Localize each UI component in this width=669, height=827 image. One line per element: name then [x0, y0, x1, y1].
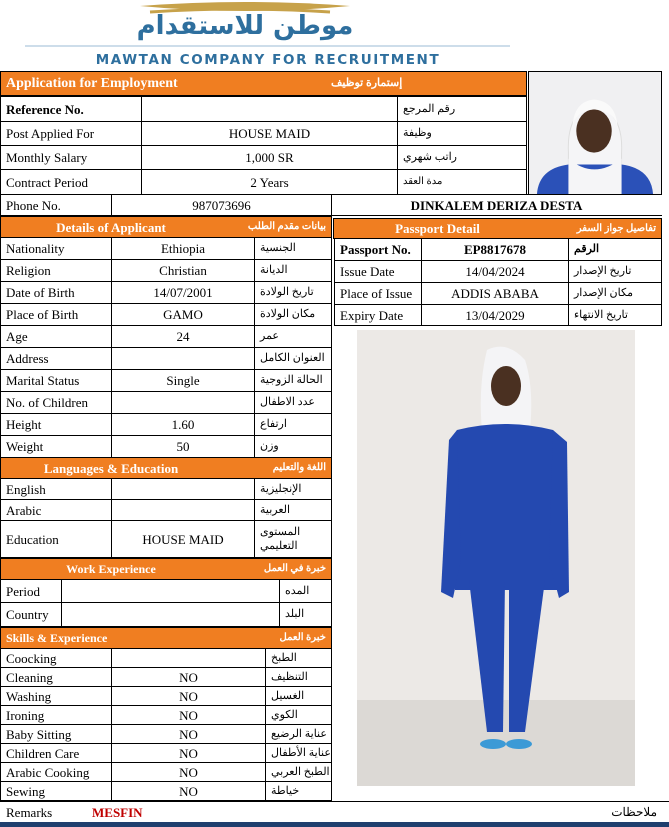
details-label-ar: الديانة: [254, 259, 332, 282]
details-label: Age: [0, 325, 112, 348]
skills-title: Skills & Experience: [6, 631, 108, 645]
passport-title-ar: تفاصيل جواز السفر: [576, 222, 656, 234]
skills-value: NO: [111, 762, 266, 782]
passport-label-ar: مكان الإصدار: [568, 282, 662, 305]
passport-label-ar: تاريخ الإصدار: [568, 260, 662, 283]
skills-value: NO: [111, 743, 266, 763]
details-title: Details of Applicant: [56, 219, 166, 235]
skills-label-ar: خياطة: [265, 781, 332, 801]
skills-label-ar: عناية الرضيع: [265, 724, 332, 744]
english-label-ar: الإنجليزية: [254, 478, 332, 500]
country-label-ar: البلد: [279, 602, 332, 627]
details-label-ar: عدد الاطفال: [254, 391, 332, 414]
contract-label-ar: مدة العقد: [397, 169, 527, 195]
details-value: [111, 391, 255, 414]
skills-label: Arabic Cooking: [0, 762, 112, 782]
arabic-value: [111, 499, 255, 521]
english-value: [111, 478, 255, 500]
details-value: Single: [111, 369, 255, 392]
education-ar-line2: التعليمي: [260, 539, 298, 552]
headshot-photo: [528, 71, 662, 195]
education-label-ar: [254, 520, 332, 558]
application-title: Application for Employment: [6, 75, 178, 91]
details-label-ar: وزن: [254, 435, 332, 458]
skills-label: Baby Sitting: [0, 724, 112, 744]
remarks-label-ar: ملاحظات: [611, 805, 657, 819]
details-label: Place of Birth: [0, 303, 112, 326]
details-label-ar: تاريخ الولادة: [254, 281, 332, 304]
arabic-label: Arabic: [0, 499, 112, 521]
skills-value: NO: [111, 705, 266, 725]
details-header: [0, 216, 332, 238]
post-value: HOUSE MAID: [141, 121, 398, 146]
details-value: 24: [111, 325, 255, 348]
details-label: No. of Children: [0, 391, 112, 414]
period-label: Period: [0, 579, 62, 603]
passport-value: ADDIS ABABA: [421, 282, 569, 305]
reference-label-ar: رقم المرجع: [397, 96, 527, 122]
skills-label-ar: الغسيل: [265, 686, 332, 706]
education-value: HOUSE MAID: [111, 520, 255, 558]
details-label: Height: [0, 413, 112, 436]
passport-label: Place of Issue: [334, 282, 422, 305]
remarks-value: MESFIN: [92, 805, 143, 820]
skills-label-ar: التنظيف: [265, 667, 332, 687]
country-value: [61, 602, 280, 627]
skills-label-ar: الكوي: [265, 705, 332, 725]
skills-header: [0, 627, 332, 649]
phone-label: Phone No.: [0, 194, 112, 216]
skills-label: Sewing: [0, 781, 112, 801]
full-body-photo: [357, 330, 635, 786]
skills-title-ar: خبرة العمل: [279, 632, 326, 643]
reference-value: [141, 96, 398, 122]
skills-value: NO: [111, 686, 266, 706]
languages-title-ar: اللغة والتعليم: [272, 462, 326, 473]
details-label-ar: الحالة الزوجية: [254, 369, 332, 392]
passport-title: Passport Detail: [395, 221, 480, 236]
salary-value: 1,000 SR: [141, 145, 398, 170]
languages-header: [0, 457, 332, 479]
details-label-ar: الجنسية: [254, 237, 332, 260]
details-label-ar: ارتفاع: [254, 413, 332, 436]
application-title-ar: إستمارة توظيف: [331, 77, 403, 89]
education-ar-line1: المستوى: [260, 525, 301, 538]
details-label-ar: مكان الولادة: [254, 303, 332, 326]
contract-label: Contract Period: [0, 169, 142, 195]
work-title: Work Experience: [66, 562, 156, 576]
period-value: [61, 579, 280, 603]
details-value: 14/07/2001: [111, 281, 255, 304]
country-label: Country: [0, 602, 62, 627]
skills-value: [111, 648, 266, 668]
salary-label-ar: راتب شهري: [397, 145, 527, 170]
details-label-ar: عمر: [254, 325, 332, 348]
passport-label: Passport No.: [334, 238, 422, 261]
details-value: Ethiopia: [111, 237, 255, 260]
remarks-row: [0, 801, 669, 822]
skills-label: Children Care: [0, 743, 112, 763]
application-header: [0, 71, 527, 96]
details-label-ar: العنوان الكامل: [254, 347, 332, 370]
reference-label: Reference No.: [0, 96, 142, 122]
details-value: GAMO: [111, 303, 255, 326]
arabic-label-ar: العربية: [254, 499, 332, 521]
skills-value: NO: [111, 781, 266, 801]
passport-header: [333, 218, 662, 239]
logo-arabic-text: موطن للاستقدام: [136, 11, 354, 41]
skills-label: Coocking: [0, 648, 112, 668]
skills-label-ar: عناية الأطفال: [265, 743, 332, 763]
details-label: Religion: [0, 259, 112, 282]
skills-label: Cleaning: [0, 667, 112, 687]
details-label: Weight: [0, 435, 112, 458]
work-title-ar: خبرة في العمل: [263, 563, 326, 574]
details-label: Marital Status: [0, 369, 112, 392]
passport-label-ar: تاريخ الانتهاء: [568, 304, 662, 326]
education-label: Education: [0, 520, 112, 558]
contract-value: 2 Years: [141, 169, 398, 195]
skills-label: Washing: [0, 686, 112, 706]
passport-label-ar: الرقم: [568, 238, 662, 261]
phone-value: 987073696: [111, 194, 332, 216]
passport-label: Issue Date: [334, 260, 422, 283]
skills-label: Ironing: [0, 705, 112, 725]
remarks-label: Remarks: [6, 805, 53, 820]
skills-label-ar: الطبخ: [265, 648, 332, 668]
footer-bar: [0, 822, 669, 827]
details-value: Christian: [111, 259, 255, 282]
details-value: 1.60: [111, 413, 255, 436]
candidate-name: DINKALEM DERIZA DESTA: [331, 194, 662, 216]
passport-value: EP8817678: [421, 238, 569, 261]
post-label-ar: وظيفة: [397, 121, 527, 146]
details-value: [111, 347, 255, 370]
post-label: Post Applied For: [0, 121, 142, 146]
skills-value: NO: [111, 667, 266, 687]
passport-value: 14/04/2024: [421, 260, 569, 283]
company-logo: [0, 0, 669, 70]
languages-title: Languages & Education: [43, 460, 179, 476]
work-header: [0, 558, 332, 580]
details-title-ar: بيانات مقدم الطلب: [247, 221, 326, 232]
details-value: 50: [111, 435, 255, 458]
details-label: Date of Birth: [0, 281, 112, 304]
period-label-ar: المده: [279, 579, 332, 603]
salary-label: Monthly Salary: [0, 145, 142, 170]
passport-value: 13/04/2029: [421, 304, 569, 326]
details-label: Address: [0, 347, 112, 370]
skills-value: NO: [111, 724, 266, 744]
english-label: English: [0, 478, 112, 500]
company-name: MAWTAN COMPANY FOR RECRUITMENT: [95, 52, 441, 68]
details-label: Nationality: [0, 237, 112, 260]
passport-label: Expiry Date: [334, 304, 422, 326]
skills-label-ar: الطبخ العربي: [265, 762, 332, 782]
